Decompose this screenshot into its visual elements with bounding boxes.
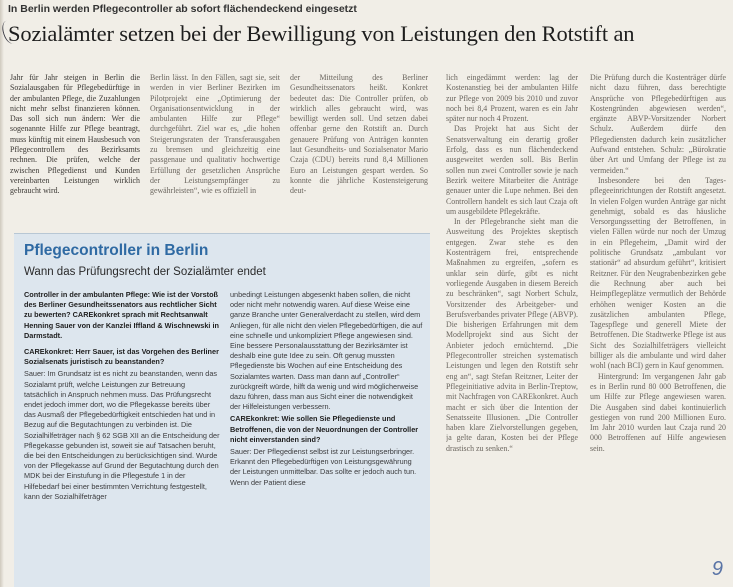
interview-answer-2: Sauer: Der Pflegedienst selbst ist zur Leistungserbringer. Erkannt den Pflegebedürftigen von Leistungsgewährung der Leistungen unmittelbar. Das sollte er jedoch auch tun. Wenn der Patient diese (230, 447, 417, 487)
article-headline: Sozialämter setzen bei der Bewilligung von Leistungen den Rotstift an (8, 21, 635, 46)
interview-intro: Controller in der ambulanten Pflege: Wie ist der Vorstoß des Berliner Gesundheitssenators aus rechtlicher Sicht zu bewerten? CAREkonkret sprach mit Rechtsanwalt Henning Sauer von der Kanzlei Iffland & Wischnewski in Darmstadt. (24, 290, 219, 340)
article-kicker: In Berlin werden Pflegecontroller ab sofort flächendeckend eingesetzt (8, 3, 357, 15)
column-4-paragraph-1: lich eingedämmt werden: lag der Kostenanstieg bei der ambulanten Hilfe zur Pflege von 2009 bis 2010 und zuvor noch bei 8,4 Prozent, waren es ein Jahr später nur noch 4 Prozent. (446, 73, 578, 124)
interview-column-left (24, 290, 220, 586)
interview-answer-1: Sauer: Im Grundsatz ist es nicht zu beanstanden, wenn das Sozialamt prüft, welche Leistungen zur Betreuung tatsächlich in Anspruch nehmen muss. Das Prüfungsrecht endet jedoch immer dort, wo die Pflegekasse bereits über das Ausmaß der Pflegebedürftigkeit entschieden hat und in Bezug auf die Begutachtungen zu verbinden ist. Die Sozialhilfeträger nach § 62 SGB XII an die Entscheidung der Pflegekasse gebunden ist, soweit sie auf Tatsachen beruht, die bei den Entscheidungen zu berücksichtigen sind. Wurde von der Pflegekasse auf Grund der Begutachtung durch den MDK bei der Einstufung in die Pflegestufe 1 in der Hilfebedarf bei einer bestimmten Verrichtung festgestellt, kann der Sozialhilfeträger (24, 369, 220, 501)
column-5-paragraph-3: Hintergrund: Im vergangenen Jahr gab es in Berlin rund 80 000 Betroffenen, die um Hilfe zur Pflege angewiesen waren. Die Ausgaben sind dabei kontinuierlich gestiegen von rund 200 Millionen Euro. Im Jahr 2010 wurden laut Czaja rund 20 000 Betroffenen auf Hilfe angewiesen sein. (590, 371, 726, 453)
article-column-1 (10, 73, 140, 231)
interview-question-1: CAREkonkret: Herr Sauer, ist das Vorgehen des Berliner Sozialsenats juristisch zu beanstanden? (24, 347, 219, 367)
column-4-paragraph-2: Das Projekt hat aus Sicht der Senatsverwaltung ein derartig großer Erfolg, dass es nun flächendeckend ausgeweitet werden soll. Bis Berlin sollen nun zwei Controller sowie je nach Bezirk weitere Mitarbeiter die Anträge genauer unter die Lupe nehmen. Bei den Controllern handelt es sich laut Czaja oft um ausgebildete Pflegekräfte. (446, 124, 578, 216)
article-column-5 (590, 73, 726, 585)
column-4-paragraph-3: In der Pflegebranche sieht man die Ausweitung des Projektes skeptisch entgegen. Zwar stehe es den Kostenträgern frei, entsprechende Maßnahmen zu ergreifen, „sofern es unklar sein dürfe, gibt es nicht vorliegende Ausgaben in diesem Bereich zu beschränken“, sagt Norbert Schulz, Vorsitzender des Arbeitgeber- und Berufsverbandes privater Pflege (ABVP). Die bisherigen Erfahrungen mit dem Modellprojekt sind aus Sicht der Anbieter jedoch ernüchternd. „Die Pflegecontroller streichen systematisch Leistungen und legen den Rotstift sehr eng an“, sagt Stefan Reitzner, Leiter der Pflegeinitiative advita in Berlin-Treptow, mit Nachfragen von CAREkonkret. Auch macht er sich über die Intention der Senatsseite Illusionen. „Die Controller haben klare Zielvorstellungen gegeben, ja gelte daran, Kosten bei der Pflege drastisch zu senken.“ (446, 217, 578, 453)
interview-box-title: Pflegecontroller in Berlin (24, 242, 209, 259)
column-2-paragraph: Berlin lässt. In den Fällen, sagt sie, seit werden in vier Berliner Bezirken im Pilotprojekt eine „Optimierung der Organisationsentwicklung in der ambulanten Hilfe zur Pflege“ durchgeführt. Ziel war es, „die hohen Steigerungsraten der Transferausgaben zu bremsen und gleichzeitig eine passgenaue und qualitativ hochwertige Erfüllung der gesetzlichen Ansprüche der Leistungsempfänger zu gewährleisten“, wie es offiziell in (150, 73, 280, 196)
interview-answer-1-continued: unbedingt Leistungen abgesenkt haben sollen, die nicht oder nicht mehr notwendig waren. Auf diese Weise eine ganze Branche unter Generalverdacht zu stellen, wird dem Anliegen, für alle nicht den vielen Pflegebedürftigen, die auf eine schnelle und unkompliziert Pflege angewiesen sind. Eine bessere Personalausstattung der Bezirksämter ist deshalb eine gute Idee zu sein. Oft genug mussten Pflegedienste bis Wochen auf eine Entscheidung des Sozialamtes warten. Dass man dann auf „Controller“ zurückgreift würde, hilft da wenig und wird möglicherweise dazu führen, dass man aus Sicht einer die notwendigkeit der Hilfeleistungen verbessern. (230, 290, 423, 412)
article-column-4 (446, 73, 578, 585)
column-1-paragraph: Jahr für Jahr steigen in Berlin die Sozialausgaben für Pflegebedürftige in der ambulanten Pflege, die Zuzahlungen nicht mehr selbst finanzieren können. Das soll sich nun ändern: Wer die sogenannte Hilfe zur Pflege beantragt, muss künftig mit einem Hausbesuch von Pflegecontrollern des Bezirksamts rechnen. Die prüfen, welche der zwischen Pflegedienst und Kunden vereinbarten Leistungen wirklich gebraucht wird. (10, 73, 140, 196)
column-5-paragraph-1: Die Prüfung durch die Kostenträger dürfe nicht dazu führen, dass berechtigte Ansprüche von Pflegebedürftigen aus Kostengründen abgewiesen werden“, ergänzte ABVP-Vorsitzender Norbert Schulz. Außerdem dürfe den Pflegediensten dadurch kein zusätzlicher Aufwand entstehen. Schulz: „Bürokratie über Art und Umfang der Pflege ist zu vermeiden.“ (590, 73, 726, 175)
column-5-paragraph-2: Insbesondere bei den Tages-pflegeeinrichtungen der Rotstift angesetzt. In vielen Folgen wurden Anträge gar nicht genehmigt, sobald es das häusliche Versorgungssetting der Betroffenen, in vielen Fällen würde nur noch der Umzug in ein Pflegeheim, „Damit wird der politische Grundsatz „ambulant vor stationär“ ad absurdum geführt“, kritisiert Reitzner. Für den Neugrabenbezirken gebe die Rechnung aber auch bei Heimpflegeplätze vermutlich der Behörde erhöhen weniger Kosten an die zusätzlichen ambulanten Pflege, Tagespflege und generell Miete der Betroffenen. Die Stadtwerke Pflege ist aus Sicht des Sozialhilfeträgers vielleicht billiger als die ambulante und wird daher wohl (nach BCI) gern in Kauf genommen. (590, 175, 726, 371)
interview-box-subtitle: Wann das Prüfungsrecht der Sozialämter endet (24, 266, 266, 278)
interview-question-2: CAREkonkret: Wie sollen Sie Pflegedienste und Betroffenen, die von der Neuordnungen der Controller nicht einverstanden sind? (230, 414, 419, 444)
interview-box (14, 233, 430, 587)
page-number: 9 (711, 558, 723, 580)
interview-column-right (230, 290, 424, 586)
article-column-2 (150, 73, 280, 231)
column-3-paragraph: der Mitteilung des Berliner Gesundheitssenators heißt. Konkret bedeutet das: Die Controller prüfen, ob wirklich alles gebraucht wird, was bewilligt werden soll. Und setzen dabei offenbar gerne den Rotstift an. Durch genauere Prüfung von Anträgen konnten laut Gesundheits- und Sozialsenator Mario Czaja (CDU) bereits rund 8,4 Millionen Euro an Leistungen gespart werden. So konnte die jährliche Kostensteigerung deut- (290, 73, 428, 196)
article-column-3 (290, 73, 428, 231)
page-fold-shadow (0, 0, 4, 587)
